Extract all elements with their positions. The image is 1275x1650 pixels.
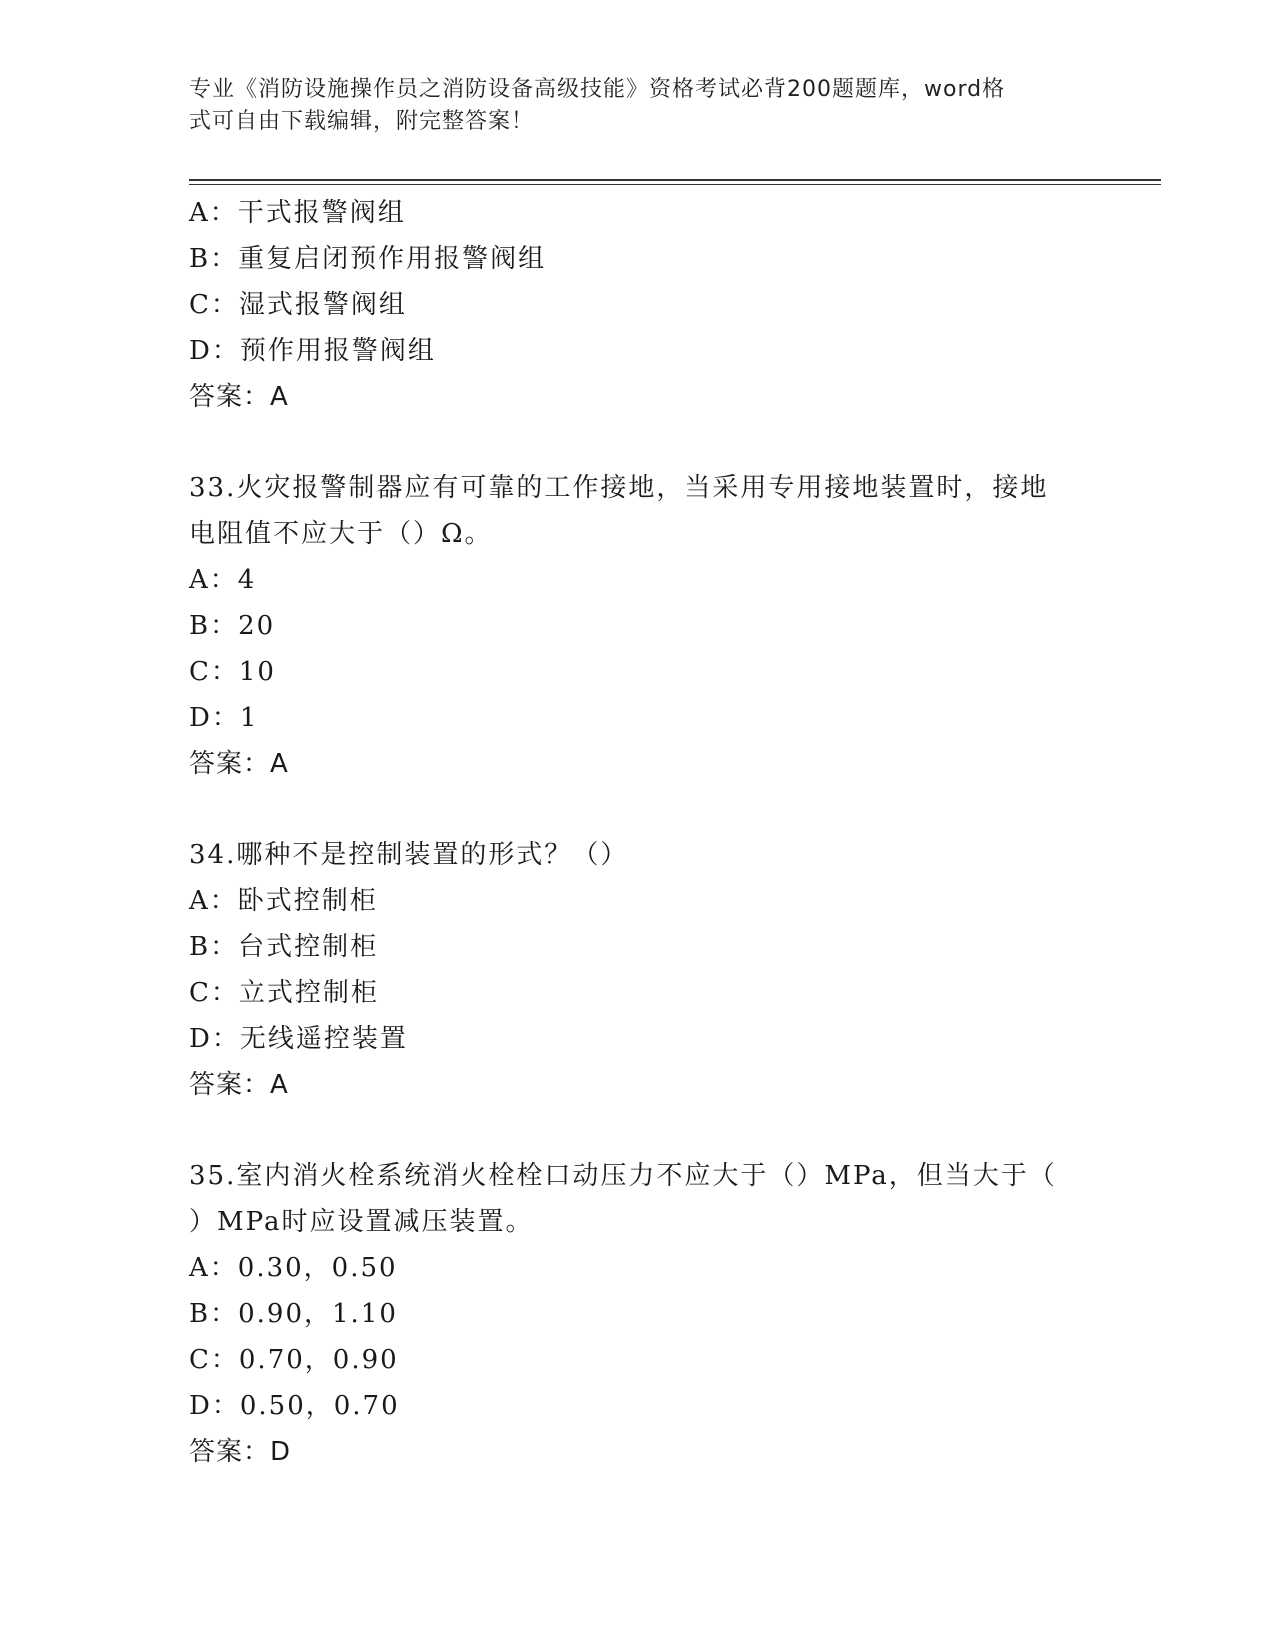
question-list <box>189 190 1089 1475</box>
option-b: B：0.90，1.10 <box>189 1299 398 1329</box>
question-33 <box>189 465 1089 787</box>
option-d: D：预作用报警阀组 <box>189 336 436 366</box>
option-b: B：重复启闭预作用报警阀组 <box>189 244 547 274</box>
question-stem-cont: ）MPa时应设置减压装置。 <box>189 1207 534 1237</box>
answer-line: 答案：A <box>189 382 289 412</box>
header-line-2: 式可自由下载编辑，附完整答案！ <box>189 109 535 134</box>
option-a: A：4 <box>189 565 257 595</box>
header-line-1: 专业《消防设施操作员之消防设备高级技能》资格考试必背200题题库，word格 <box>189 77 1006 102</box>
header-divider-thick <box>189 179 1161 181</box>
question-stem-cont: 电阻值不应大于（）Ω。 <box>189 519 493 549</box>
option-a: A：干式报警阀组 <box>189 198 406 228</box>
question-35 <box>189 1153 1089 1475</box>
document-header <box>189 74 1069 138</box>
option-a: A：卧式控制柜 <box>189 886 378 916</box>
option-a: A：0.30，0.50 <box>189 1253 398 1283</box>
question-34 <box>189 832 1089 1108</box>
option-d: D：0.50，0.70 <box>189 1391 400 1421</box>
question-stem: 35.室内消火栓系统消火栓栓口动压力不应大于（）MPa，但当大于（ <box>189 1161 1057 1191</box>
question-stem: 34.哪种不是控制装置的形式？（） <box>189 840 629 870</box>
question-stem: 33.火灾报警制器应有可靠的工作接地，当采用专用接地装置时，接地 <box>189 473 1049 503</box>
option-b: B：20 <box>189 611 276 641</box>
header-divider-thin <box>189 184 1161 185</box>
option-d: D：1 <box>189 703 259 733</box>
answer-line: 答案：D <box>189 1437 292 1467</box>
option-c: C：湿式报警阀组 <box>189 290 407 320</box>
answer-line: 答案：A <box>189 749 289 779</box>
question-32 <box>189 190 1089 420</box>
option-c: C：0.70，0.90 <box>189 1345 399 1375</box>
answer-line: 答案：A <box>189 1070 289 1100</box>
option-c: C：立式控制柜 <box>189 978 379 1008</box>
option-b: B：台式控制柜 <box>189 932 379 962</box>
option-c: C：10 <box>189 657 276 687</box>
option-d: D：无线遥控装置 <box>189 1024 408 1054</box>
